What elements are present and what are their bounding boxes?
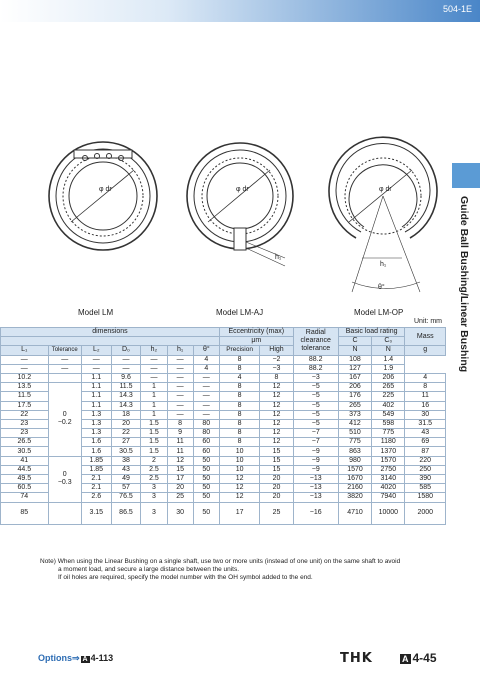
cell-4: — <box>167 401 193 410</box>
cell-l1: 30.5 <box>1 447 49 456</box>
cell-7: 25 <box>260 502 293 524</box>
cell-1: 3.15 <box>81 502 111 524</box>
options-link[interactable] <box>38 653 113 664</box>
cell-5: — <box>193 410 219 419</box>
cell-8: −3 <box>260 364 293 373</box>
cell-11: 43 <box>405 429 446 438</box>
cell-11: 1580 <box>405 493 446 502</box>
cell-2: 27 <box>111 438 141 447</box>
cell-3: 1.5 <box>141 419 167 428</box>
cell-3: 1 <box>141 401 167 410</box>
cell-5: 60 <box>193 438 219 447</box>
cell-7: 12 <box>260 419 293 428</box>
cell-6: 10 <box>219 447 259 456</box>
model-label-lm-op: Model LM-OP <box>354 308 404 317</box>
cell-8: −13 <box>293 475 338 484</box>
brand-logo: THK <box>340 651 373 666</box>
cell-l1: 17.5 <box>1 401 49 410</box>
cell-10: 7940 <box>372 493 405 502</box>
cell-5: 50 <box>193 502 219 524</box>
cell-6: 12 <box>219 493 259 502</box>
cell-5: 60 <box>193 447 219 456</box>
cell-11: 585 <box>405 484 446 493</box>
cell-10: 775 <box>372 429 405 438</box>
cell-4: 11 <box>167 447 193 456</box>
cell-7: 8 <box>219 355 259 364</box>
cell-5: 50 <box>193 493 219 502</box>
cell-7: 8 <box>219 364 259 373</box>
mass-unit: g <box>405 346 446 355</box>
cell-11: 4 <box>405 373 446 382</box>
cell-8: −7 <box>293 429 338 438</box>
cell-l1: 26.5 <box>1 438 49 447</box>
cell-l1: — <box>1 355 49 364</box>
cell-5: — <box>167 355 193 364</box>
cell-8: −5 <box>293 383 338 392</box>
cell-6: 12 <box>219 484 259 493</box>
table-note <box>40 558 450 582</box>
cell-7: 15 <box>260 465 293 474</box>
cell-8: −5 <box>293 401 338 410</box>
cell-6: 8 <box>219 429 259 438</box>
cell-2: — <box>81 355 111 364</box>
cell-9: 980 <box>338 456 371 465</box>
cell-5: — <box>193 373 219 382</box>
cell-4: 17 <box>167 475 193 484</box>
cell-3: 1.5 <box>141 438 167 447</box>
cell-6: 8 <box>219 383 259 392</box>
cell-6: 8 <box>219 410 259 419</box>
cell-6: 8 <box>219 419 259 428</box>
cell-tolerance: — <box>48 355 81 364</box>
cell-8: −13 <box>293 484 338 493</box>
cell-10: 225 <box>372 392 405 401</box>
basic-load-header: Basic load rating <box>338 328 405 337</box>
cell-9: 176 <box>338 392 371 401</box>
table-row <box>1 355 446 364</box>
dr-label-lm: φ dr <box>99 186 112 193</box>
cell-3: 1 <box>141 392 167 401</box>
cell-7: 8 <box>260 373 293 382</box>
cell-4: 9 <box>167 429 193 438</box>
h2-header: h₂ <box>141 346 167 355</box>
cell-4: — <box>167 373 193 382</box>
cell-2: 76.5 <box>111 493 141 502</box>
cell-2: 30.5 <box>111 447 141 456</box>
cell-3: 2.5 <box>141 475 167 484</box>
cell-7: 15 <box>260 447 293 456</box>
drawing-model-lm <box>49 142 157 250</box>
spec-table <box>0 327 446 525</box>
table-row <box>1 502 446 524</box>
cell-4: 30 <box>167 502 193 524</box>
group-dimensions: dimensions <box>1 328 220 337</box>
cell-11: 390 <box>405 475 446 484</box>
cell-5: 50 <box>193 456 219 465</box>
c-unit: N <box>338 346 371 355</box>
cell-9: 373 <box>338 410 371 419</box>
cell-5: — <box>193 392 219 401</box>
model-label-lm-aj: Model LM-AJ <box>216 308 264 317</box>
options-page: 4-113 <box>90 653 114 663</box>
drawing-model-lm-aj <box>187 143 293 266</box>
cell-l1: 22 <box>1 410 49 419</box>
cell-8: −2 <box>260 355 293 364</box>
tolerance-header: Tolerance <box>48 346 81 355</box>
cell-10: 402 <box>372 401 405 410</box>
cell-10: 127 <box>338 364 371 373</box>
cell-8: −16 <box>293 502 338 524</box>
cell-2: 38 <box>111 456 141 465</box>
cell-11: 8 <box>405 383 446 392</box>
cell-3: 3 <box>141 484 167 493</box>
cell-10: 206 <box>372 373 405 382</box>
model-label-lm: Model LM <box>78 308 114 317</box>
cell-8: −13 <box>293 493 338 502</box>
cell-8: −9 <box>293 465 338 474</box>
cell-4: — <box>167 410 193 419</box>
cell-5: 80 <box>193 429 219 438</box>
cell-10: 3140 <box>372 475 405 484</box>
cell-1: 2.1 <box>81 484 111 493</box>
cell-1: 1.1 <box>81 383 111 392</box>
unit-label: Unit: mm <box>414 318 442 325</box>
cell-l1: 44.5 <box>1 465 49 474</box>
page-badge: A <box>402 654 409 664</box>
cell-4: — <box>141 364 167 373</box>
cell-l1: 23 <box>1 429 49 438</box>
cell-9: 1570 <box>338 465 371 474</box>
cell-10: 2750 <box>372 465 405 474</box>
cell-11: 1.4 <box>372 355 405 364</box>
cell-6: 4 <box>219 373 259 382</box>
cell-l1: 10.2 <box>1 373 49 382</box>
cell-9: 206 <box>338 383 371 392</box>
cell-1: 1.1 <box>81 401 111 410</box>
table-row <box>1 456 446 465</box>
cell-11: 2000 <box>405 502 446 524</box>
cell-3: 3 <box>141 493 167 502</box>
bushing-drawings <box>0 0 480 320</box>
cell-2: 43 <box>111 465 141 474</box>
c-header: C <box>338 337 371 346</box>
cell-3: 1 <box>141 410 167 419</box>
cell-4: — <box>167 392 193 401</box>
cell-9: 2160 <box>338 484 371 493</box>
side-title: Guide Ball Bushing/Linear Bushing <box>458 196 470 373</box>
cell-11: 69 <box>405 438 446 447</box>
cell-9: 510 <box>338 429 371 438</box>
cell-2: — <box>81 364 111 373</box>
drawing-model-lm-op <box>329 137 437 292</box>
cell-11: 11 <box>405 392 446 401</box>
cell-11: 250 <box>405 465 446 474</box>
cell-tolerance-empty <box>48 502 81 524</box>
cell-3: 1 <box>141 383 167 392</box>
table-row <box>1 364 446 373</box>
note-line-1: Note) When using the Linear Bushing on a single shaft, use two or more units (instead of one unit) on the same shaft to avoid <box>40 558 401 565</box>
cell-2: 11.5 <box>111 383 141 392</box>
cell-tolerance-empty <box>48 373 81 382</box>
mass-header: Mass <box>405 328 446 346</box>
cell-9: 265 <box>338 401 371 410</box>
cell-1: 2.6 <box>81 493 111 502</box>
theta-label: θ° <box>378 284 385 291</box>
cell-1: 1.85 <box>81 465 111 474</box>
cell-10: 4020 <box>372 484 405 493</box>
cell-4: — <box>167 383 193 392</box>
cell-3: 3 <box>141 502 167 524</box>
cell-6: 8 <box>219 392 259 401</box>
cell-11: 30 <box>405 410 446 419</box>
cell-l1: 23 <box>1 419 49 428</box>
cell-5: — <box>167 364 193 373</box>
cell-4: 8 <box>167 419 193 428</box>
cell-1: 1.3 <box>81 419 111 428</box>
cell-l1: 41 <box>1 456 49 465</box>
cell-10: 549 <box>372 410 405 419</box>
cell-1: 1.3 <box>81 410 111 419</box>
cell-8: −3 <box>293 373 338 382</box>
cell-3: 2.5 <box>141 465 167 474</box>
options-badge: A <box>82 656 88 663</box>
cell-10: 1570 <box>372 456 405 465</box>
cell-6: 4 <box>193 364 219 373</box>
cell-8: −7 <box>293 438 338 447</box>
cell-4: 11 <box>167 438 193 447</box>
cell-10: 10000 <box>372 502 405 524</box>
cell-1: 1.3 <box>81 429 111 438</box>
c0-unit: N <box>372 346 405 355</box>
cell-7: 12 <box>260 429 293 438</box>
cell-l1: — <box>1 364 49 373</box>
cell-10: 1180 <box>372 438 405 447</box>
cell-11: 87 <box>405 447 446 456</box>
cell-l1: 49.5 <box>1 475 49 484</box>
cell-2: 14.3 <box>111 392 141 401</box>
cell-6: 10 <box>219 456 259 465</box>
cell-3: 1.5 <box>141 429 167 438</box>
cell-7: 12 <box>260 383 293 392</box>
cell-8: −5 <box>293 392 338 401</box>
d0-header: D₀ <box>111 346 141 355</box>
cell-tolerance-group-2: 0 −0.3 <box>48 456 81 502</box>
cell-11: 1.9 <box>372 364 405 373</box>
cell-8: −9 <box>293 447 338 456</box>
cell-3: — <box>141 373 167 382</box>
h1-label-lm-aj: h₁ <box>275 254 282 261</box>
cell-1: 2.1 <box>81 475 111 484</box>
cell-9: 1670 <box>338 475 371 484</box>
radial-clearance-header: Radial clearance tolerance <box>293 328 338 356</box>
cell-l1: 85 <box>1 502 49 524</box>
dr-label-lm-aj: φ dr <box>236 186 249 193</box>
cell-4: 20 <box>167 484 193 493</box>
note-line-3: If oil holes are required, specify the model number with the OH symbol added to the end. <box>58 574 313 581</box>
cell-11: 16 <box>405 401 446 410</box>
cell-7: 20 <box>260 493 293 502</box>
cell-9: 167 <box>338 373 371 382</box>
cell-tolerance: — <box>48 364 81 373</box>
dr-label-lm-op: φ dr <box>379 186 392 193</box>
cell-3: — <box>111 364 141 373</box>
high-header: High <box>260 346 293 355</box>
cell-1: 1.6 <box>81 438 111 447</box>
cell-7: 12 <box>260 410 293 419</box>
cell-2: 20 <box>111 419 141 428</box>
cell-l1: 74 <box>1 493 49 502</box>
cell-5: 50 <box>193 465 219 474</box>
cell-10: 265 <box>372 383 405 392</box>
h1-header: h₁ <box>167 346 193 355</box>
cell-10: 598 <box>372 419 405 428</box>
cell-4: 15 <box>167 465 193 474</box>
cell-10: 108 <box>338 355 371 364</box>
cell-2: 22 <box>111 429 141 438</box>
cell-9: 412 <box>338 419 371 428</box>
cell-5: 50 <box>193 484 219 493</box>
cell-6: 8 <box>219 438 259 447</box>
cell-2: 9.6 <box>111 373 141 382</box>
cell-8: −5 <box>293 410 338 419</box>
cell-10: 1370 <box>372 447 405 456</box>
cell-l1: 11.5 <box>1 392 49 401</box>
cell-8: −5 <box>293 419 338 428</box>
cell-9: 88.2 <box>293 355 338 364</box>
cell-6: 12 <box>219 475 259 484</box>
table-row <box>1 373 446 382</box>
cell-9: 88.2 <box>293 364 338 373</box>
cell-3: — <box>111 355 141 364</box>
cell-9: 775 <box>338 438 371 447</box>
cell-6: 4 <box>193 355 219 364</box>
c0-header: C₀ <box>372 337 405 346</box>
cell-2: 14.3 <box>111 401 141 410</box>
doc-id: 504-1E <box>442 4 472 14</box>
cell-4: 12 <box>167 456 193 465</box>
cell-4: — <box>141 355 167 364</box>
cell-1: 1.1 <box>81 392 111 401</box>
options-label: Options⇒ <box>38 653 80 663</box>
cell-tolerance-group-1: 0 −0.2 <box>48 383 81 457</box>
group-eccentricity: Eccentricity (max) <box>219 328 293 337</box>
h1-label-lm-op: h₁ <box>380 261 387 268</box>
cell-2: 49 <box>111 475 141 484</box>
cell-2: 57 <box>111 484 141 493</box>
cell-7: 15 <box>260 456 293 465</box>
cell-1: 1.85 <box>81 456 111 465</box>
cell-9: 4710 <box>338 502 371 524</box>
table-row <box>1 383 446 392</box>
cell-3: 1.5 <box>141 447 167 456</box>
cell-5: — <box>193 401 219 410</box>
cell-7: 12 <box>260 438 293 447</box>
cell-6: 10 <box>219 465 259 474</box>
cell-l1: 13.5 <box>1 383 49 392</box>
cell-7: 12 <box>260 392 293 401</box>
l2-header: L₂ <box>81 346 111 355</box>
theta-header: θ° <box>193 346 219 355</box>
cell-7: 20 <box>260 475 293 484</box>
cell-11: 220 <box>405 456 446 465</box>
note-line-2: a moment load, and secure a large distance between the units. <box>58 566 240 573</box>
cell-3: 2 <box>141 456 167 465</box>
cell-4: 25 <box>167 493 193 502</box>
page-number-text: 4-45 <box>412 651 437 665</box>
cell-6: 8 <box>219 401 259 410</box>
cell-9: 3820 <box>338 493 371 502</box>
cell-l1: 60.5 <box>1 484 49 493</box>
cell-6: 17 <box>219 502 259 524</box>
page-number <box>400 651 437 665</box>
cell-7: 20 <box>260 484 293 493</box>
cell-9: 863 <box>338 447 371 456</box>
cell-2: 18 <box>111 410 141 419</box>
cell-1: 1.1 <box>81 373 111 382</box>
eccentricity-unit: μm <box>219 337 293 346</box>
cell-2: 86.5 <box>111 502 141 524</box>
cell-11: 31.5 <box>405 419 446 428</box>
cell-5: 80 <box>193 419 219 428</box>
precision-header: Precision <box>219 346 259 355</box>
cell-5: — <box>193 383 219 392</box>
cell-1: 1.6 <box>81 447 111 456</box>
cell-7: 12 <box>260 401 293 410</box>
cell-8: −9 <box>293 456 338 465</box>
l1-header: L₁ <box>1 346 49 355</box>
cell-5: 50 <box>193 475 219 484</box>
